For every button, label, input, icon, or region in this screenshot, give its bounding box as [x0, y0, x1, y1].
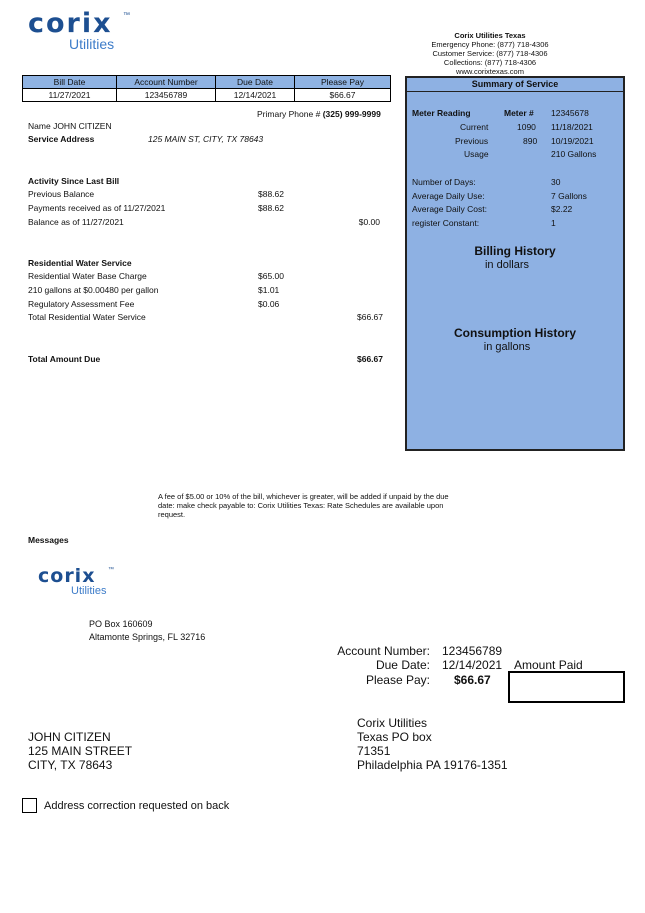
- bill-header-table: [22, 75, 391, 102]
- water-amount: $65.00: [258, 271, 284, 281]
- stat-value: 7 Gallons: [551, 191, 587, 201]
- corix-logo-stub: [38, 565, 128, 601]
- account-number-value: 123456789: [117, 89, 216, 102]
- activity-label: Balance as of 11/27/2021: [28, 217, 124, 227]
- water-total: $66.67: [357, 312, 383, 322]
- service-address-value: 125 MAIN ST, CITY, TX 78643: [148, 134, 264, 144]
- amount-paid-input[interactable]: [508, 671, 625, 703]
- late-fee-note: A fee of $5.00 or 10% of the bill, whichever is greater, will be added if unpaid by the due date: make check payable to: Corix Utilities Texas: Rate Schedules are available upon request.: [158, 492, 449, 519]
- logo-sub: Utilities: [71, 585, 107, 597]
- stat-value: 30: [551, 177, 561, 187]
- summary-of-service-panel: [405, 76, 625, 451]
- primary-phone-value: (325) 999-9999: [322, 109, 381, 119]
- mail-to-line: CITY, TX 78643: [28, 758, 113, 772]
- water-service-title: Residential Water Service: [28, 258, 132, 268]
- logo-word: corix: [38, 565, 96, 587]
- website-link[interactable]: www.corixtexas.com: [456, 67, 524, 76]
- address-correction-checkbox[interactable]: [22, 798, 37, 813]
- mail-to-line: 125 MAIN STREET: [28, 744, 133, 758]
- please-pay-value: $66.67: [295, 89, 391, 102]
- previous-date: 10/19/2021: [551, 136, 594, 146]
- emergency-phone: Emergency Phone: (877) 718-4306: [431, 40, 549, 49]
- col-bill-date: Bill Date: [23, 76, 117, 89]
- total-due-value: $66.67: [357, 354, 383, 364]
- service-address-label: Service Address: [28, 134, 95, 144]
- current-label: Current: [460, 122, 489, 132]
- logo-sub: Utilities: [69, 36, 115, 52]
- billing-history-sub: in dollars: [484, 259, 530, 271]
- mail-to-line: JOHN CITIZEN: [28, 730, 111, 744]
- water-amount: $0.06: [258, 299, 280, 309]
- customer-name: JOHN CITIZEN: [53, 121, 112, 131]
- col-account-number: Account Number: [117, 76, 216, 89]
- current-reading: 1090: [517, 122, 536, 132]
- remit-to-line: Texas PO box: [357, 730, 432, 744]
- previous-reading: 890: [523, 136, 538, 146]
- summary-title-rule: [407, 91, 623, 92]
- stub-account-value: 123456789: [442, 644, 503, 658]
- company-contact-block: [395, 31, 585, 76]
- current-date: 11/18/2021: [551, 122, 593, 132]
- water-row: [28, 271, 383, 283]
- activity-row: [28, 217, 380, 229]
- col-due-date: Due Date: [216, 76, 295, 89]
- stat-label: Average Daily Use:: [412, 191, 485, 201]
- water-row: [28, 299, 383, 311]
- stub-due-value: 12/14/2021: [442, 658, 503, 672]
- primary-phone: [257, 109, 381, 119]
- logo-tm: ™: [123, 12, 130, 19]
- name-label: Name: [28, 121, 51, 131]
- water-label: Regulatory Assessment Fee: [28, 299, 135, 309]
- remit-from-address: [89, 618, 205, 644]
- meter-number-value: 12345678: [551, 108, 589, 118]
- activity-title: Activity Since Last Bill: [28, 176, 120, 186]
- stat-label: register Constant:: [412, 218, 480, 228]
- company-name: Corix Utilities Texas: [454, 31, 526, 40]
- activity-amount: $88.62: [258, 189, 284, 199]
- water-row: [28, 312, 383, 324]
- water-label: Total Residential Water Service: [28, 312, 146, 322]
- meter-reading-label: Meter Reading: [412, 108, 471, 118]
- remit-to-line: 71351: [357, 744, 391, 758]
- activity-row: [28, 203, 383, 215]
- remit-to-line: Philadelphia PA 19176-1351: [357, 758, 508, 772]
- messages-label: Messages: [28, 535, 69, 545]
- stat-label: Number of Days:: [412, 177, 476, 187]
- amount-paid-label: Amount Paid: [514, 658, 583, 672]
- stat-label: Average Daily Cost:: [412, 204, 487, 214]
- previous-label: Previous: [455, 136, 489, 146]
- usage-value: 210 Gallons: [551, 149, 597, 159]
- corix-logo-top: [28, 8, 138, 54]
- water-amount: $1.01: [258, 285, 280, 295]
- activity-row: [28, 189, 383, 201]
- logo-tm: ™: [108, 567, 114, 573]
- remit-from-line: PO Box 160609: [89, 619, 153, 629]
- water-label: 210 gallons at $0.00480 per gallon: [28, 285, 159, 295]
- summary-title: Summary of Service: [471, 79, 559, 89]
- stub-account-label: Account Number:: [337, 644, 430, 658]
- remit-to-address: [357, 716, 508, 772]
- billing-history-title: Billing History: [474, 244, 556, 258]
- primary-phone-label: Primary Phone #: [257, 109, 321, 119]
- mail-to-address: [28, 730, 132, 772]
- activity-label: Previous Balance: [28, 189, 95, 199]
- activity-amount: $88.62: [258, 203, 284, 213]
- bill-date-value: 11/27/2021: [23, 89, 117, 102]
- col-please-pay: Please Pay: [295, 76, 391, 89]
- remit-to-line: Corix Utilities: [357, 716, 428, 730]
- stub-pay-value: $66.67: [454, 673, 491, 687]
- activity-total: $0.00: [358, 217, 380, 227]
- stat-value: 1: [551, 218, 556, 228]
- collections-phone: Collections: (877) 718-4306: [443, 58, 537, 67]
- address-correction-label: Address correction requested on back: [44, 800, 230, 812]
- consumption-history-title: Consumption History: [454, 326, 576, 340]
- customer-name-row: [28, 121, 112, 131]
- due-date-value: 12/14/2021: [216, 89, 295, 102]
- stub-due-label: Due Date:: [375, 658, 430, 672]
- water-row: [28, 285, 383, 297]
- stub-pay-label: Please Pay:: [365, 673, 430, 687]
- customer-service-phone: Customer Service: (877) 718-4306: [432, 49, 548, 58]
- usage-label: Usage: [464, 149, 489, 159]
- consumption-history-sub: in gallons: [483, 341, 531, 353]
- remit-from-line: Altamonte Springs, FL 32716: [89, 632, 206, 642]
- water-label: Residential Water Base Charge: [28, 271, 147, 281]
- total-due-label: Total Amount Due: [28, 354, 101, 364]
- logo-word: corix: [28, 8, 113, 39]
- meter-number-label: Meter #: [504, 108, 534, 118]
- activity-label: Payments received as of 11/27/2021: [28, 203, 166, 213]
- stat-value: $2.22: [551, 204, 573, 214]
